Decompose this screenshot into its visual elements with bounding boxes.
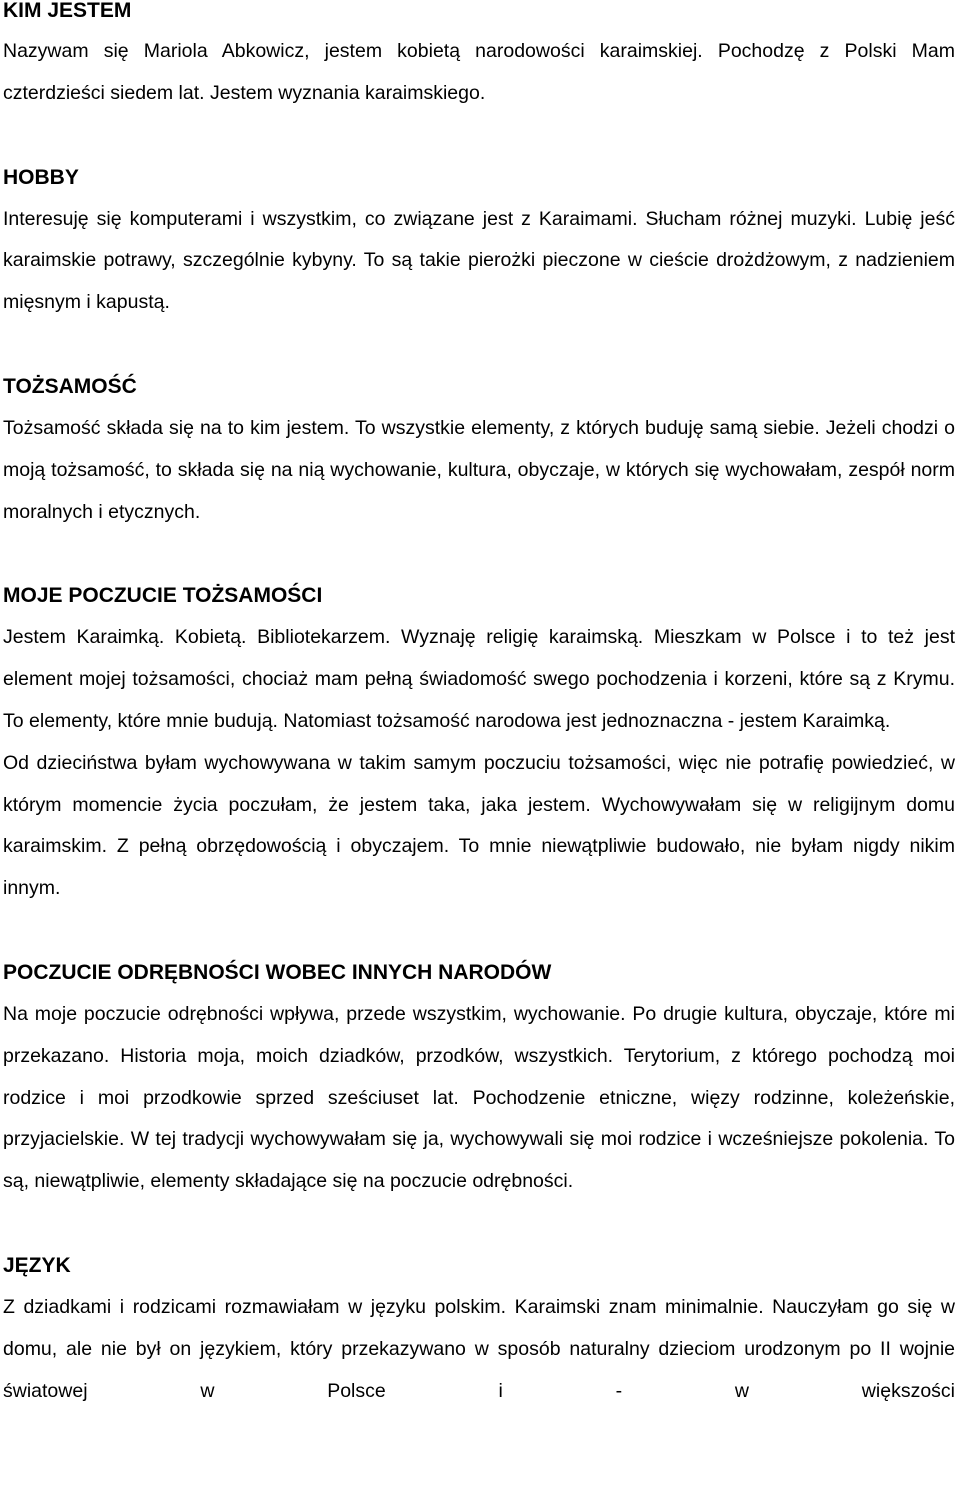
- heading-poczucie-tozsamosci: MOJE POCZUCIE TOŻSAMOŚCI: [3, 584, 323, 608]
- section-jezyk: [3, 1245, 955, 1412]
- paragraph-jezyk: Z dziadkami i rodzicami rozmawiałam w języku polskim. Karaimski znam minimalnie. Nauczyłam go się w domu, ale nie był on językiem, który przekazywano w sposób naturalny dzieciom urodzonym po II wojnie światowej w Polsce i - w większości: [3, 1295, 955, 1402]
- heading-kim-jestem: KIM JESTEM: [3, 0, 132, 22]
- paragraph-hobby: Interesuję się komputerami i wszystkim, co związane jest z Karaimami. Słucham różnej muzyki. Lubię jeść karaimskie potrawy, szczególnie kybyny. To są takie pierożki pieczone w cieście drożdżowym, z nadzieniem mięsnym i kapustą.: [3, 207, 955, 314]
- section-poczucie-odrebnosci: [3, 952, 955, 1203]
- paragraph-tozsamosc: Tożsamość składa się na to kim jestem. To wszystkie elementy, z których buduję samą siebie. Jeżeli chodzi o moją tożsamość, to składa się na nią wychowanie, kultura, obyczaje, w których się wychowałam, zespół norm moralnych i etycznych.: [3, 416, 955, 523]
- paragraph-poczucie-tozsamosci-1: Jestem Karaimką. Kobietą. Bibliotekarzem. Wyznaję religię karaimską. Mieszkam w Polsce i to też jest element mojej tożsamości, chociaż mam pełną świadomość swego pochodzenia i korzeni, które są z Krymu. To elementy, które mnie budują. Natomiast tożsamość narodowa jest jednoznaczna - jestem Karaimką.: [3, 626, 955, 732]
- document-page: [3, 0, 955, 1412]
- section-kim-jestem: [3, 0, 955, 115]
- section-tozsamosc: [3, 366, 955, 533]
- paragraph-kim-jestem: Nazywam się Mariola Abkowicz, jestem kobietą narodowości karaimskiej. Pochodzę z Polski Mam czterdzieści siedem lat. Jestem wyznania karaimskiego.: [3, 40, 955, 104]
- paragraph-poczucie-tozsamosci-2: Od dzieciństwa byłam wychowywana w takim samym poczuciu tożsamości, więc nie potrafię powiedzieć, w którym momencie życia poczułam, że jestem taka, jaka jestem. Wychowywałam się w religijnym domu karaimskim. Z pełną obrzędowością i obyczajem. To mnie niewątpliwie budowało, nie byłam nigdy nikim innym.: [3, 751, 955, 900]
- section-hobby: [3, 157, 955, 324]
- paragraph-poczucie-odrebnosci: Na moje poczucie odrębności wpływa, przede wszystkim, wychowanie. Po drugie kultura, obyczaje, które mi przekazano. Historia moja, moich dziadków, przodków, wszystkich. Terytorium, z którego pochodzą moi rodzice i moi przodkowie sprzed sześciuset lat. Pochodzenie etniczne, więzy rodzinne, koleżeńskie, przyjacielskie. W tej tradycji wychowywałam się ja, wychowywali się moi rodzice i wcześniejsze pokolenia. To są, niewątpliwie, elementy składające się na poczucie odrębności.: [3, 1002, 955, 1193]
- heading-jezyk: JĘZYK: [3, 1253, 71, 1277]
- heading-tozsamosc: TOŻSAMOŚĆ: [3, 374, 137, 398]
- heading-hobby: HOBBY: [3, 165, 79, 189]
- heading-poczucie-odrebnosci: POCZUCIE ODRĘBNOŚCI WOBEC INNYCH NARODÓW: [3, 960, 552, 984]
- section-poczucie-tozsamosci: [3, 575, 955, 910]
